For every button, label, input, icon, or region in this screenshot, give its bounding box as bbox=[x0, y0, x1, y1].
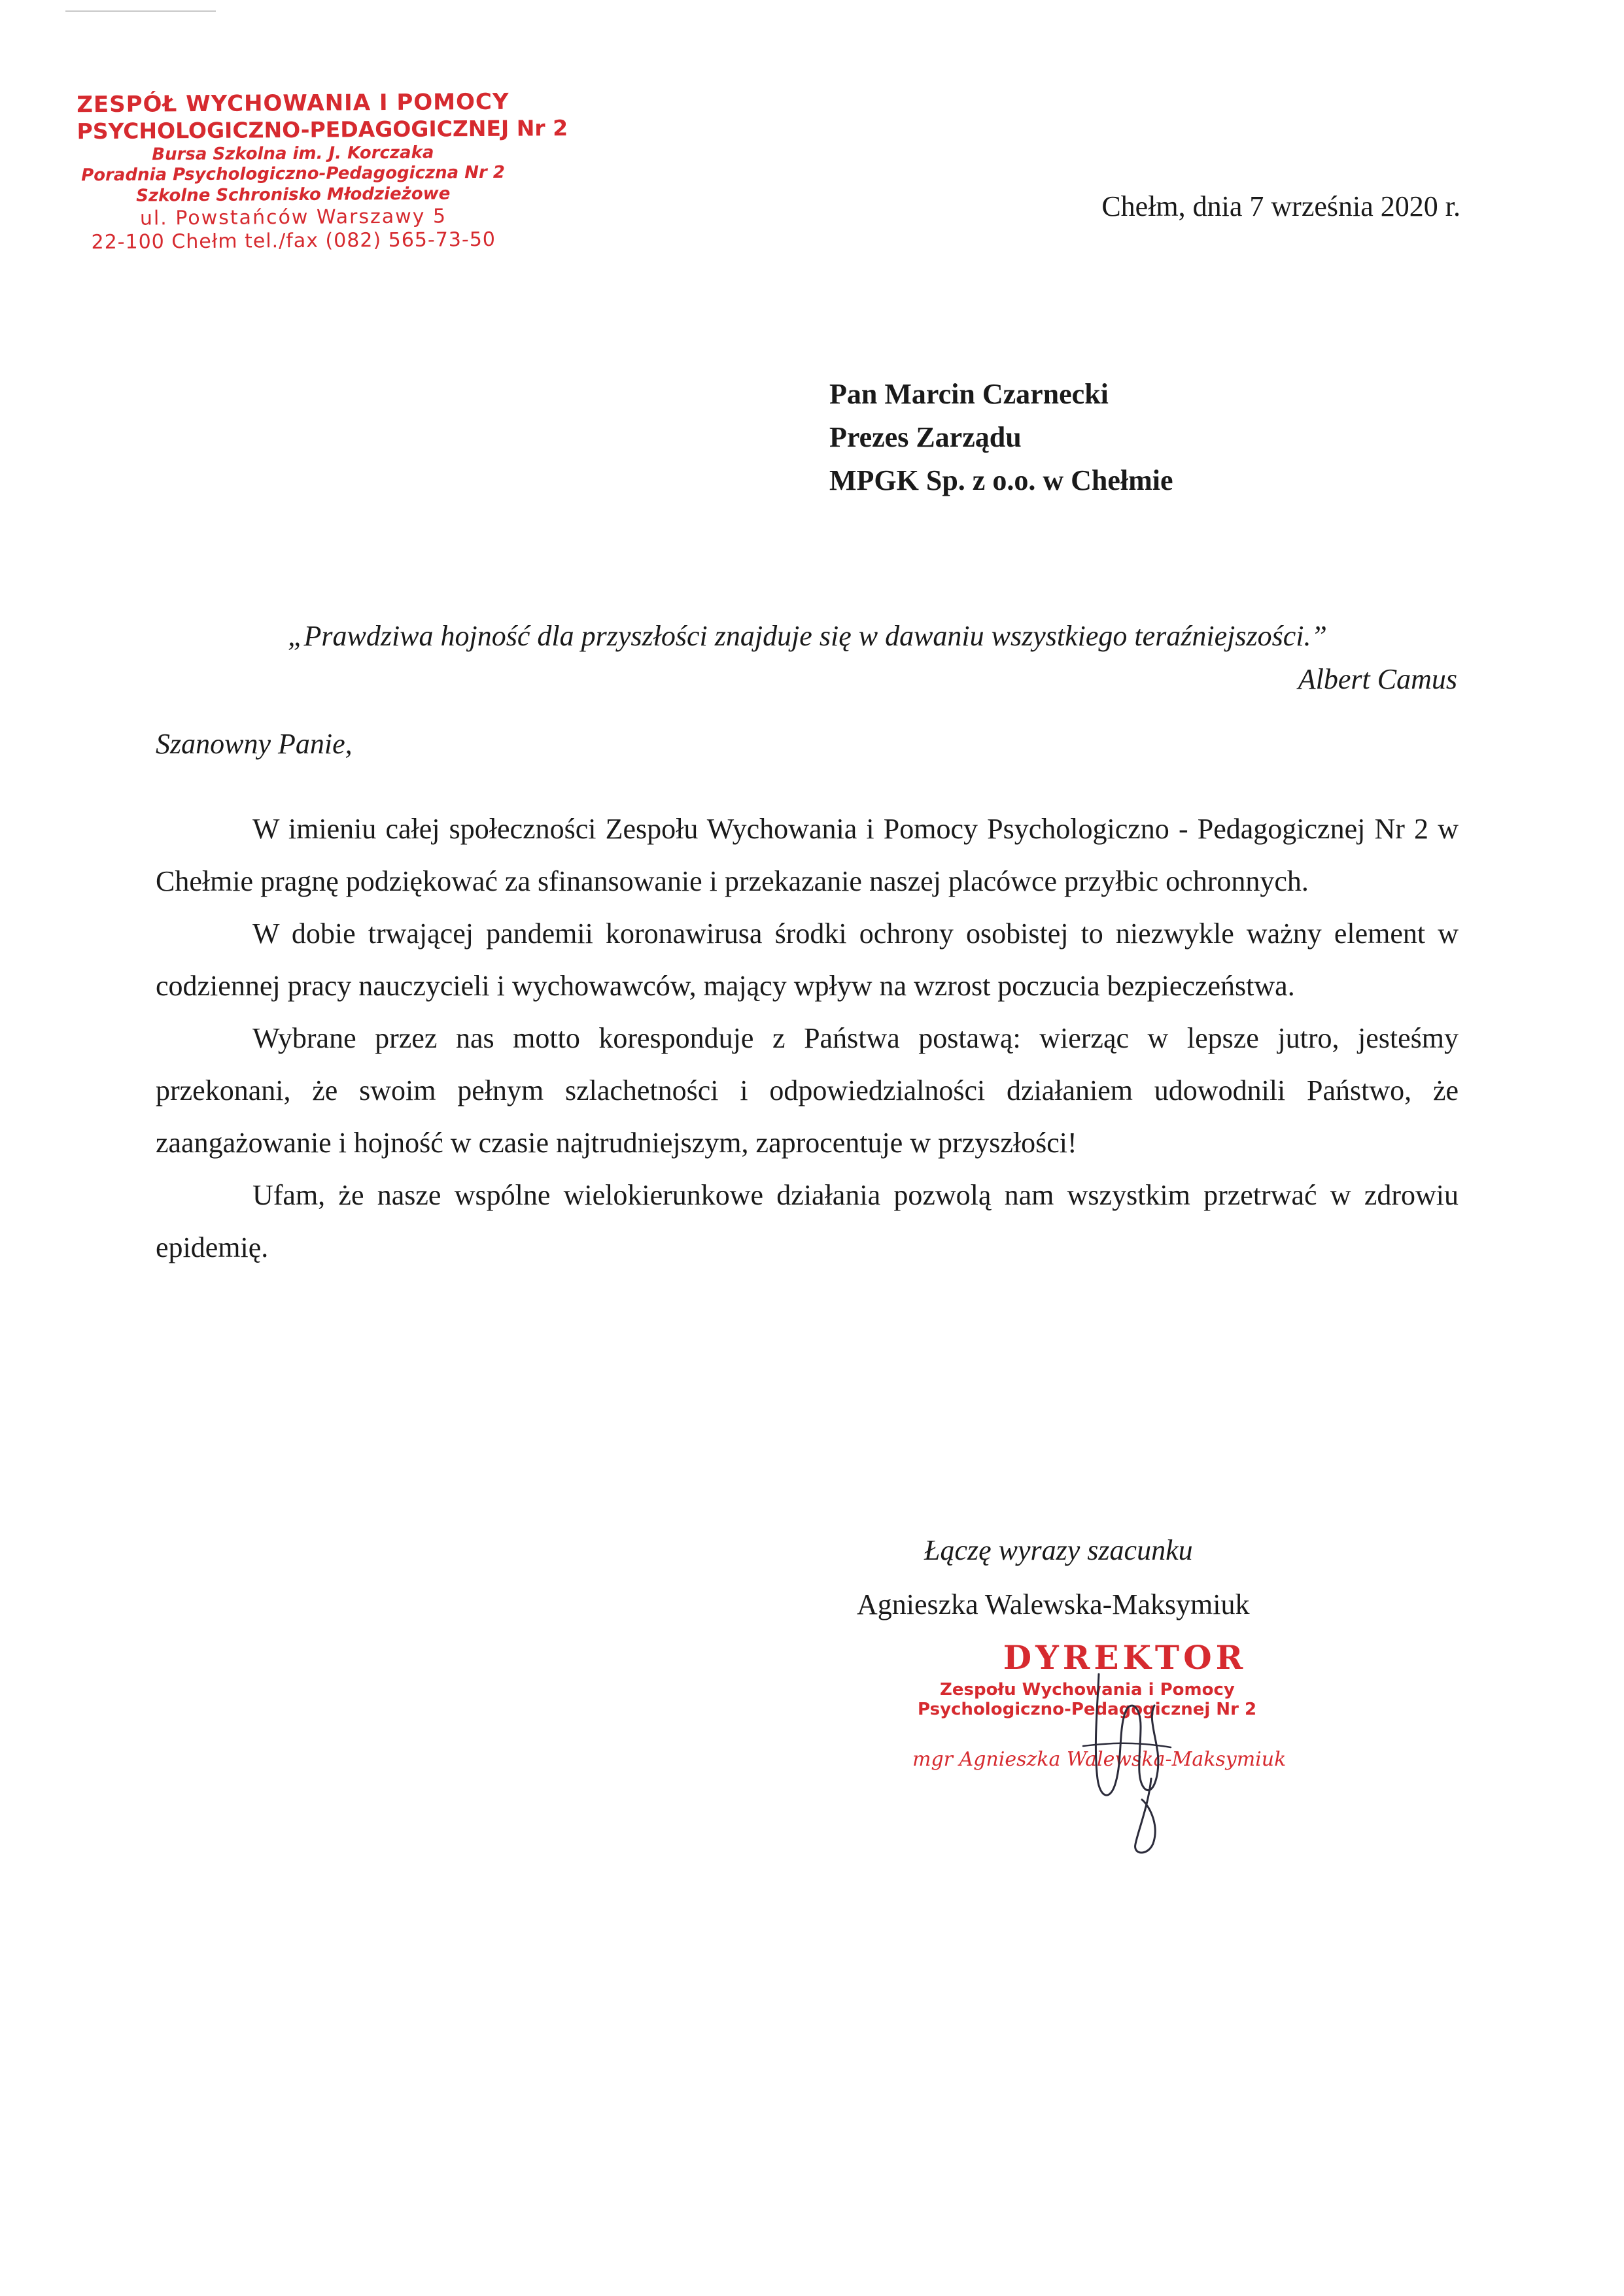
director-stamp-title: DYREKTOR bbox=[1003, 1638, 1247, 1677]
recipient-block bbox=[829, 373, 1173, 502]
letterhead-line: PSYCHOLOGICZNO-PEDAGOGICZNEJ Nr 2 bbox=[77, 115, 568, 145]
signer-name: Agnieszka Walewska-Maksymiuk bbox=[857, 1588, 1250, 1620]
letterhead-line: Szkolne Schronisko Młodzieżowe bbox=[136, 184, 451, 206]
letterhead-line: ul. Powstańców Warszawy 5 bbox=[139, 205, 447, 230]
salutation: Szanowny Panie, bbox=[156, 728, 353, 760]
recipient-name: Pan Marcin Czarnecki bbox=[829, 378, 1109, 410]
letter-body bbox=[156, 803, 1459, 1274]
body-paragraph: Ufam, że nasze wspólne wielokierunkowe działania pozwolą nam wszystkim przetrwać w zdrowiu epidemię. bbox=[156, 1179, 1459, 1263]
letterhead-line: Bursa Szkolna im. J. Korczaka bbox=[152, 143, 434, 165]
handwritten-signature bbox=[1020, 1648, 1217, 1857]
director-stamp-line: Psychologiczno-Pedagogicznej Nr 2 bbox=[918, 1700, 1257, 1719]
body-paragraph: W dobie trwającej pandemii koronawirusa środki ochrony osobistej to niezwykle ważny element w codziennej pracy nauczycieli i wychowawców, mający wpływ na wzrost poczucia bezpieczeństwa. bbox=[156, 917, 1459, 1002]
quote-text: „Prawdziwa hojność dla przyszłości znajduje się w dawaniu wszystkiego teraźniejszości.” bbox=[288, 620, 1327, 652]
letterhead-line: 22-100 Chełm tel./fax (082) 565-73-50 bbox=[91, 228, 496, 254]
recipient-company: MPGK Sp. z o.o. w Chełmie bbox=[829, 464, 1173, 496]
letterhead-stamp bbox=[77, 88, 568, 256]
director-stamp-line: Zespołu Wychowania i Pomocy bbox=[940, 1680, 1235, 1700]
top-edge-line bbox=[65, 10, 216, 12]
letter-date: Chełm, dnia 7 września 2020 r. bbox=[1101, 190, 1460, 222]
quote-author: Albert Camus bbox=[1298, 663, 1457, 695]
body-paragraph: Wybrane przez nas motto koresponduje z Państwa postawą: wierząc w lepsze jutro, jesteśmy przekonani, że swoim pełnym szlachetności i odpowiedzialności działaniem udowodnili Państwo, że zaangażowanie i hojność w czasie najtrudniejszym, zaprocentuje w przyszłości! bbox=[156, 1022, 1459, 1159]
body-paragraph: W imieniu całej społeczności Zespołu Wychowania i Pomocy Psychologiczno - Pedagogicznej Nr 2 w Chełmie pragnę podziękować za sfinansowanie i przekazanie naszej placówce przyłbic ochronnych. bbox=[156, 813, 1459, 897]
letterhead-line: Poradnia Psychologiczno-Pedagogiczna Nr 2 bbox=[81, 163, 506, 186]
letterhead-line: ZESPÓŁ WYCHOWANIA I POMOCY bbox=[77, 88, 510, 118]
closing-phrase: Łączę wyrazy szacunku bbox=[924, 1534, 1193, 1566]
motto-quote bbox=[288, 615, 1459, 701]
recipient-position: Prezes Zarządu bbox=[829, 421, 1022, 453]
director-stamp-line: mgr Agnieszka Walewska-Maksymiuk bbox=[912, 1748, 1287, 1771]
